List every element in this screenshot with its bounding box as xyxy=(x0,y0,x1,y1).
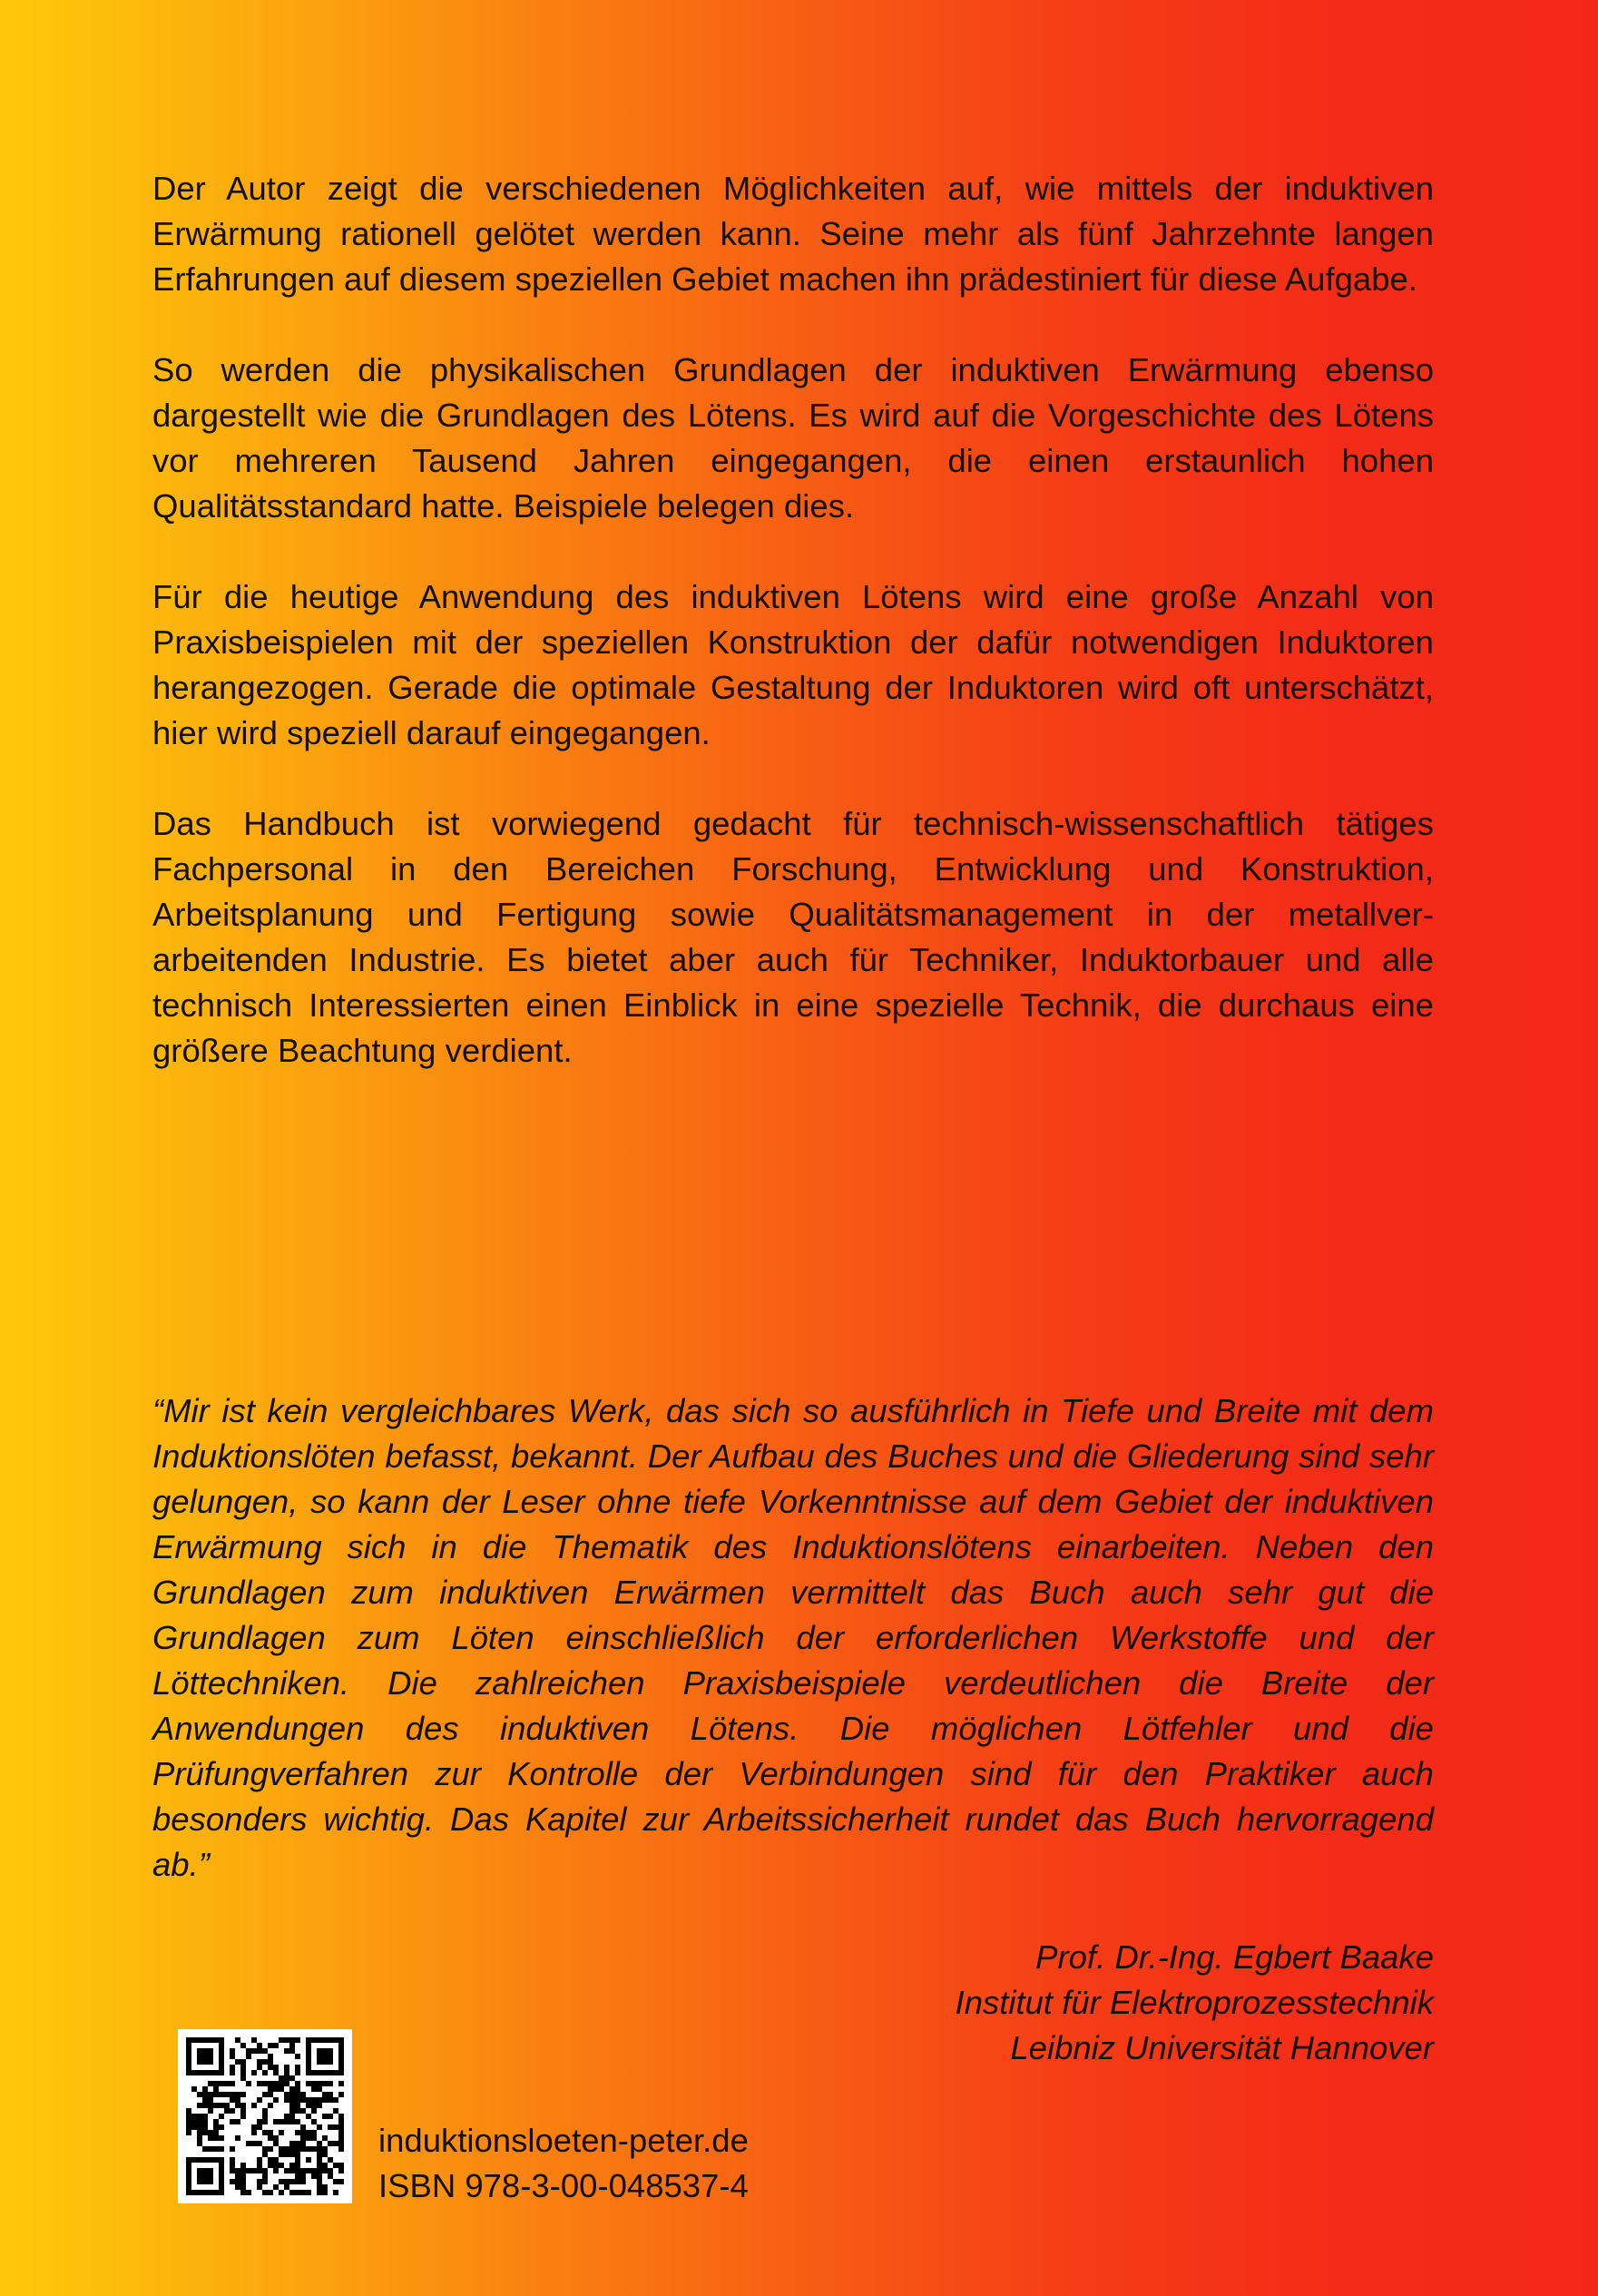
website-link[interactable]: induktionsloeten-peter.de xyxy=(378,2122,749,2159)
review-quote-text: “Mir ist kein vergleichbares Werk, das sich so ausführlich in Tiefe und Breite mit dem Induktionslöten befasst, bekannt. Der Aufbau des Buches und die Gliederung sind sehr gelungen, so kann der Leser ohne tiefe Vorkenntnisse auf dem Gebiet der induktiven Erwärmung sich in die Thematik des Induktionslötens einarbeiten. Neben den Grundlagen zum induktiven Erwärmen vermittelt das Buch auch sehr gut die Grundlagen zum Löten einschließlich der erforderlichen Werkstoffe und der Löttechniken. Die zahlreichen Praxisbeispiele verdeutlichen die Breite der Anwendungen des induktiven Lötens. Die möglichen Lötfehler und die Prüfungverfahren zur Kontrolle der Verbindungen sind für den Praktiker auch besonders wichtig. Das Kapitel zur Arbeitssicherheit rundet das Buch hervorragend ab.” xyxy=(152,1392,1434,1883)
description-paragraph: So werden die physikalischen Grundlagen der induktiven Erwärmung ebenso dargestellt wie die Grundlagen des Lötens. Es wird auf die Vorgeschichte des Lötens vor mehreren Tausend Jahren eingegangen, die einen erstaunlich hohen Qualitätsstandard hatte. Beispiele belegen dies. xyxy=(152,351,1434,525)
review-quote xyxy=(152,1388,1434,1888)
isbn-number: ISBN 978-3-00-048537-4 xyxy=(378,2167,749,2204)
reviewer-institute: Institut für Elektroprozesstechnik xyxy=(955,1984,1434,2021)
reviewer-university: Leibniz Universität Hannover xyxy=(1010,2029,1434,2066)
publication-info xyxy=(378,2118,749,2209)
qr-code-icon xyxy=(178,2029,352,2203)
reviewer-name: Prof. Dr.-Ing. Egbert Baake xyxy=(1035,1938,1434,1976)
description-paragraph: Das Handbuch ist vorwiegend gedacht für technisch-wissenschaftlich tätiges Fachpersonal in den Bereichen Forschung, Entwicklung und Konstruktion, Arbeitsplanung und Fertigung sowie Qualitätsmanagement in der metallver-arbeitenden Industrie. Es bietet aber auch für Techniker, Induktorbauer und alle technisch Interessierten einen Einblick in eine spezielle Technik, die durchaus eine größere Beachtung verdient. xyxy=(152,805,1434,1069)
description-paragraph: Für die heutige Anwendung des induktiven Lötens wird eine große Anzahl von Praxisbeispielen mit der speziellen Konstruktion der dafür notwendigen Induktoren herangezogen. Gerade die optimale Gestaltung der Induktoren wird oft unterschätzt, hier wird speziell darauf eingegangen. xyxy=(152,578,1434,751)
book-description xyxy=(152,166,1434,1074)
review-attribution xyxy=(956,1935,1434,2071)
description-paragraph: Der Autor zeigt die verschiedenen Möglichkeiten auf, wie mittels der induktiven Erwärmung rationell gelötet werden kann. Seine mehr als fünf Jahrzehnte langen Erfahrungen auf diesem speziellen Gebiet machen ihn prädestiniert für diese Aufgabe. xyxy=(152,170,1434,298)
